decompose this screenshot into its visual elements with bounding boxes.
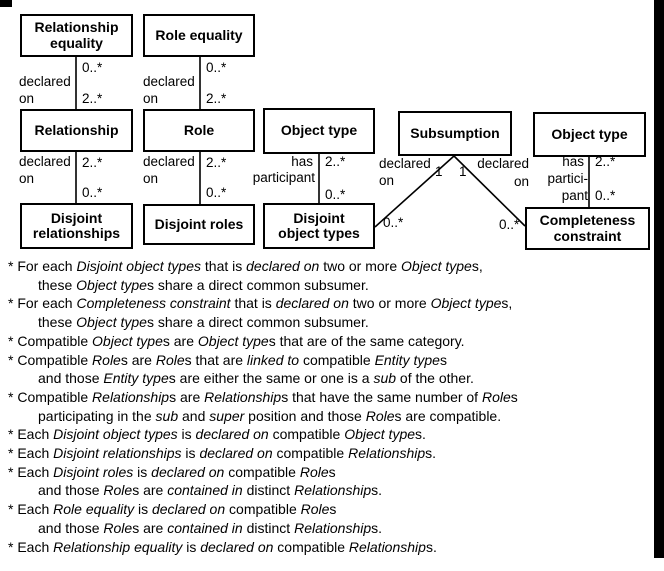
note-term-italic: declared on [151,501,226,518]
association-label: declared [379,156,431,171]
class-box-label: Disjoint object types [278,209,360,241]
class-box-label: Disjoint relationships [32,209,121,241]
association-label: on [19,91,35,106]
note-term-italic: Role [103,519,133,536]
association-label: declared [143,74,195,89]
class-box-disjoint-relationships [20,203,133,249]
multiplicity-label: 2..* [206,91,227,106]
note-text: s, [471,258,483,274]
note-bullet-line [0,294,664,313]
scan-artifact-right-bar [654,0,664,558]
association-label: on [143,171,159,186]
note-text: s [439,351,447,368]
note-term-italic: Relationship equality [53,538,183,555]
multiplicity-label: 2..* [595,154,616,169]
note-text: that is [201,258,247,274]
class-box-object-type-right [533,112,646,157]
association-label: declared [477,156,529,171]
multiplicity-label: 2..* [82,155,103,170]
class-box-label: Subsumption [410,124,500,141]
note-text: * For each [8,258,77,274]
class-box-relationship [20,109,133,152]
note-text: and those [38,482,104,499]
scan-artifact-top-left-mark [0,0,12,7]
note-text: s that are of the same category. [268,332,465,349]
note-continuation-line [0,481,664,500]
association-label: declared [19,74,71,89]
note-bullet-line [0,257,664,276]
note-term-italic: declared on [275,295,349,312]
multiplicity-label: 0..* [206,185,227,200]
note-bullet-line [0,425,664,444]
note-term-italic: Object type [76,314,147,331]
note-term-italic: super [209,407,245,424]
note-term-italic: Relationship [348,445,426,462]
note-bullet-line [0,538,664,557]
note-text: s. [415,426,426,443]
class-box-role-equality [143,14,255,57]
class-box-label: Disjoint roles [154,215,244,232]
note-text: * Each [8,463,54,480]
multiplicity-label: 0..* [206,60,227,75]
note-bullet-line [0,388,664,407]
class-box-label: Object type [551,125,628,142]
note-text: compatible [224,463,300,480]
class-box-role [143,109,255,152]
note-bullet-line [0,444,664,463]
multiplicity-label: 1 [459,164,467,179]
note-text: s are compatible. [394,407,502,424]
note-text: s. [425,445,437,462]
multiplicity-label: 0..* [82,185,103,200]
note-text: s. [425,538,437,555]
note-term-italic: Relationship [92,388,170,405]
note-term-italic: Object type [344,426,416,443]
association-label: pant [561,188,588,203]
note-text: s, [501,295,513,312]
note-text: and those [38,370,104,387]
note-term-italic: Object type [197,332,269,349]
note-term-italic: Object type [401,258,472,274]
class-box-label: Relationship equality [34,19,119,51]
note-text: compatible [225,501,301,518]
note-term-italic: Object type [430,295,502,312]
note-text: s share a direct common subsumer. [146,314,369,331]
class-box-disjoint-roles [143,204,255,245]
association-label: has [562,154,584,169]
note-text: that is [230,295,276,312]
note-text: s are [162,332,198,349]
note-text: * Compatible [8,332,93,349]
note-term-italic: Disjoint object types [53,426,178,443]
note-term-italic: Completeness constraint [76,295,231,312]
note-text: compatible [268,426,345,443]
multiplicity-label: 0..* [383,215,404,230]
multiplicity-label: 0..* [325,187,346,202]
note-text: s are [120,351,156,368]
note-continuation-line [0,369,664,388]
class-box-label: Completeness constraint [539,212,636,244]
note-text: s are [132,519,168,536]
note-text: compatible [299,351,375,368]
note-term-italic: declared on [246,258,320,274]
note-text: participating in the [38,407,156,424]
multiplicity-label: 2..* [325,154,346,169]
note-text: is [134,501,152,518]
note-text: these [38,314,77,331]
note-term-italic: Object type [76,276,147,293]
note-text: position and those [244,407,366,424]
note-bullet-line [0,463,664,482]
note-term-italic: declared on [195,426,269,443]
note-term-italic: Relationship [348,538,426,555]
note-term-italic: Disjoint roles [53,463,134,480]
association-label: has [291,154,313,169]
note-text: * Each [8,538,54,555]
note-continuation-line [0,519,664,538]
note-text: and those [38,519,104,536]
class-box-disjoint-object-types [263,203,375,249]
note-term-italic: sub [373,370,397,387]
note-continuation-line [0,313,664,332]
class-box-label: Object type [280,122,358,139]
constraint-notes [0,257,664,556]
note-text: s that have the same number of [281,388,482,405]
note-text: s. [371,519,383,536]
note-term-italic: contained in [167,482,243,499]
class-box-label: Role equality [155,26,243,43]
note-continuation-line [0,407,664,426]
note-term-italic: Role [481,388,511,405]
association-label: on [379,173,395,188]
note-term-italic: Role equality [53,501,135,518]
note-term-italic: Role [365,407,395,424]
note-text: s. [371,482,383,499]
note-bullet-line [0,500,664,519]
multiplicity-label: 0..* [82,60,103,75]
note-text: s [328,463,336,480]
note-text: s share a direct common subsumer. [146,276,369,293]
note-text: is [182,538,201,555]
note-term-italic: declared on [151,463,225,480]
note-term-italic: Role [92,351,121,368]
note-term-italic: Entity type [103,370,169,387]
multiplicity-label: 2..* [82,91,103,106]
note-term-italic: linked to [246,351,300,368]
note-term-italic: Relationship [204,388,282,405]
class-box-label: Role [183,121,215,138]
note-text: of the other. [396,370,474,387]
note-text: two or more [348,295,431,312]
note-term-italic: Relationship [294,519,372,536]
note-term-italic: Role [299,463,329,480]
note-term-italic: Relationship [294,482,372,499]
note-text: * Compatible [8,351,93,368]
class-box-object-type-middle [263,108,375,154]
note-continuation-line [0,276,664,295]
note-term-italic: contained in [167,519,243,536]
note-text: and [178,407,210,424]
note-term-italic: Disjoint object types [76,258,201,274]
note-text: * For each [8,295,77,312]
note-term-italic: declared on [200,538,274,555]
association-label: declared [143,154,195,169]
note-text: two or more [319,258,402,274]
note-text: s that are [184,351,247,368]
note-text: * Each [8,501,54,518]
multiplicity-label: 0..* [499,217,520,232]
association-label: on [513,174,529,189]
note-text: s [510,388,518,405]
class-box-subsumption [398,111,512,156]
multiplicity-label: 0..* [595,188,616,203]
note-term-italic: sub [155,407,179,424]
note-text: distinct [242,519,295,536]
note-text: compatible [272,445,349,462]
note-text: s are [132,482,168,499]
note-term-italic: declared on [199,445,273,462]
note-text: * Each [8,445,54,462]
note-text: s are either the same or one is a [168,370,374,387]
note-term-italic: Role [300,501,330,518]
association-label: declared [19,154,71,169]
note-bullet-line [0,351,664,370]
class-box-label: Relationship [34,121,119,138]
note-term-italic: Role [103,482,133,499]
multiplicity-label: 2..* [206,155,227,170]
association-label: on [143,91,159,106]
note-text: * Compatible [8,388,93,405]
multiplicity-label: 1 [435,164,443,179]
note-text: compatible [273,538,349,555]
note-text: * Each [8,426,54,443]
class-box-completeness-constraint [525,207,650,250]
note-bullet-line [0,332,664,351]
association-label: participant [252,170,315,185]
note-text: s [329,501,337,518]
note-text: is [181,445,200,462]
note-text: is [133,463,152,480]
note-term-italic: Entity type [374,351,440,368]
note-text: is [177,426,196,443]
note-text: distinct [242,482,295,499]
note-term-italic: Object type [92,332,163,349]
association-label: partici- [547,171,588,186]
association-label: on [19,171,35,186]
note-term-italic: Role [155,351,185,368]
note-text: these [38,276,77,293]
note-text: s are [169,388,205,405]
class-box-relationship-equality [20,14,133,57]
note-term-italic: Disjoint relationships [53,445,182,462]
